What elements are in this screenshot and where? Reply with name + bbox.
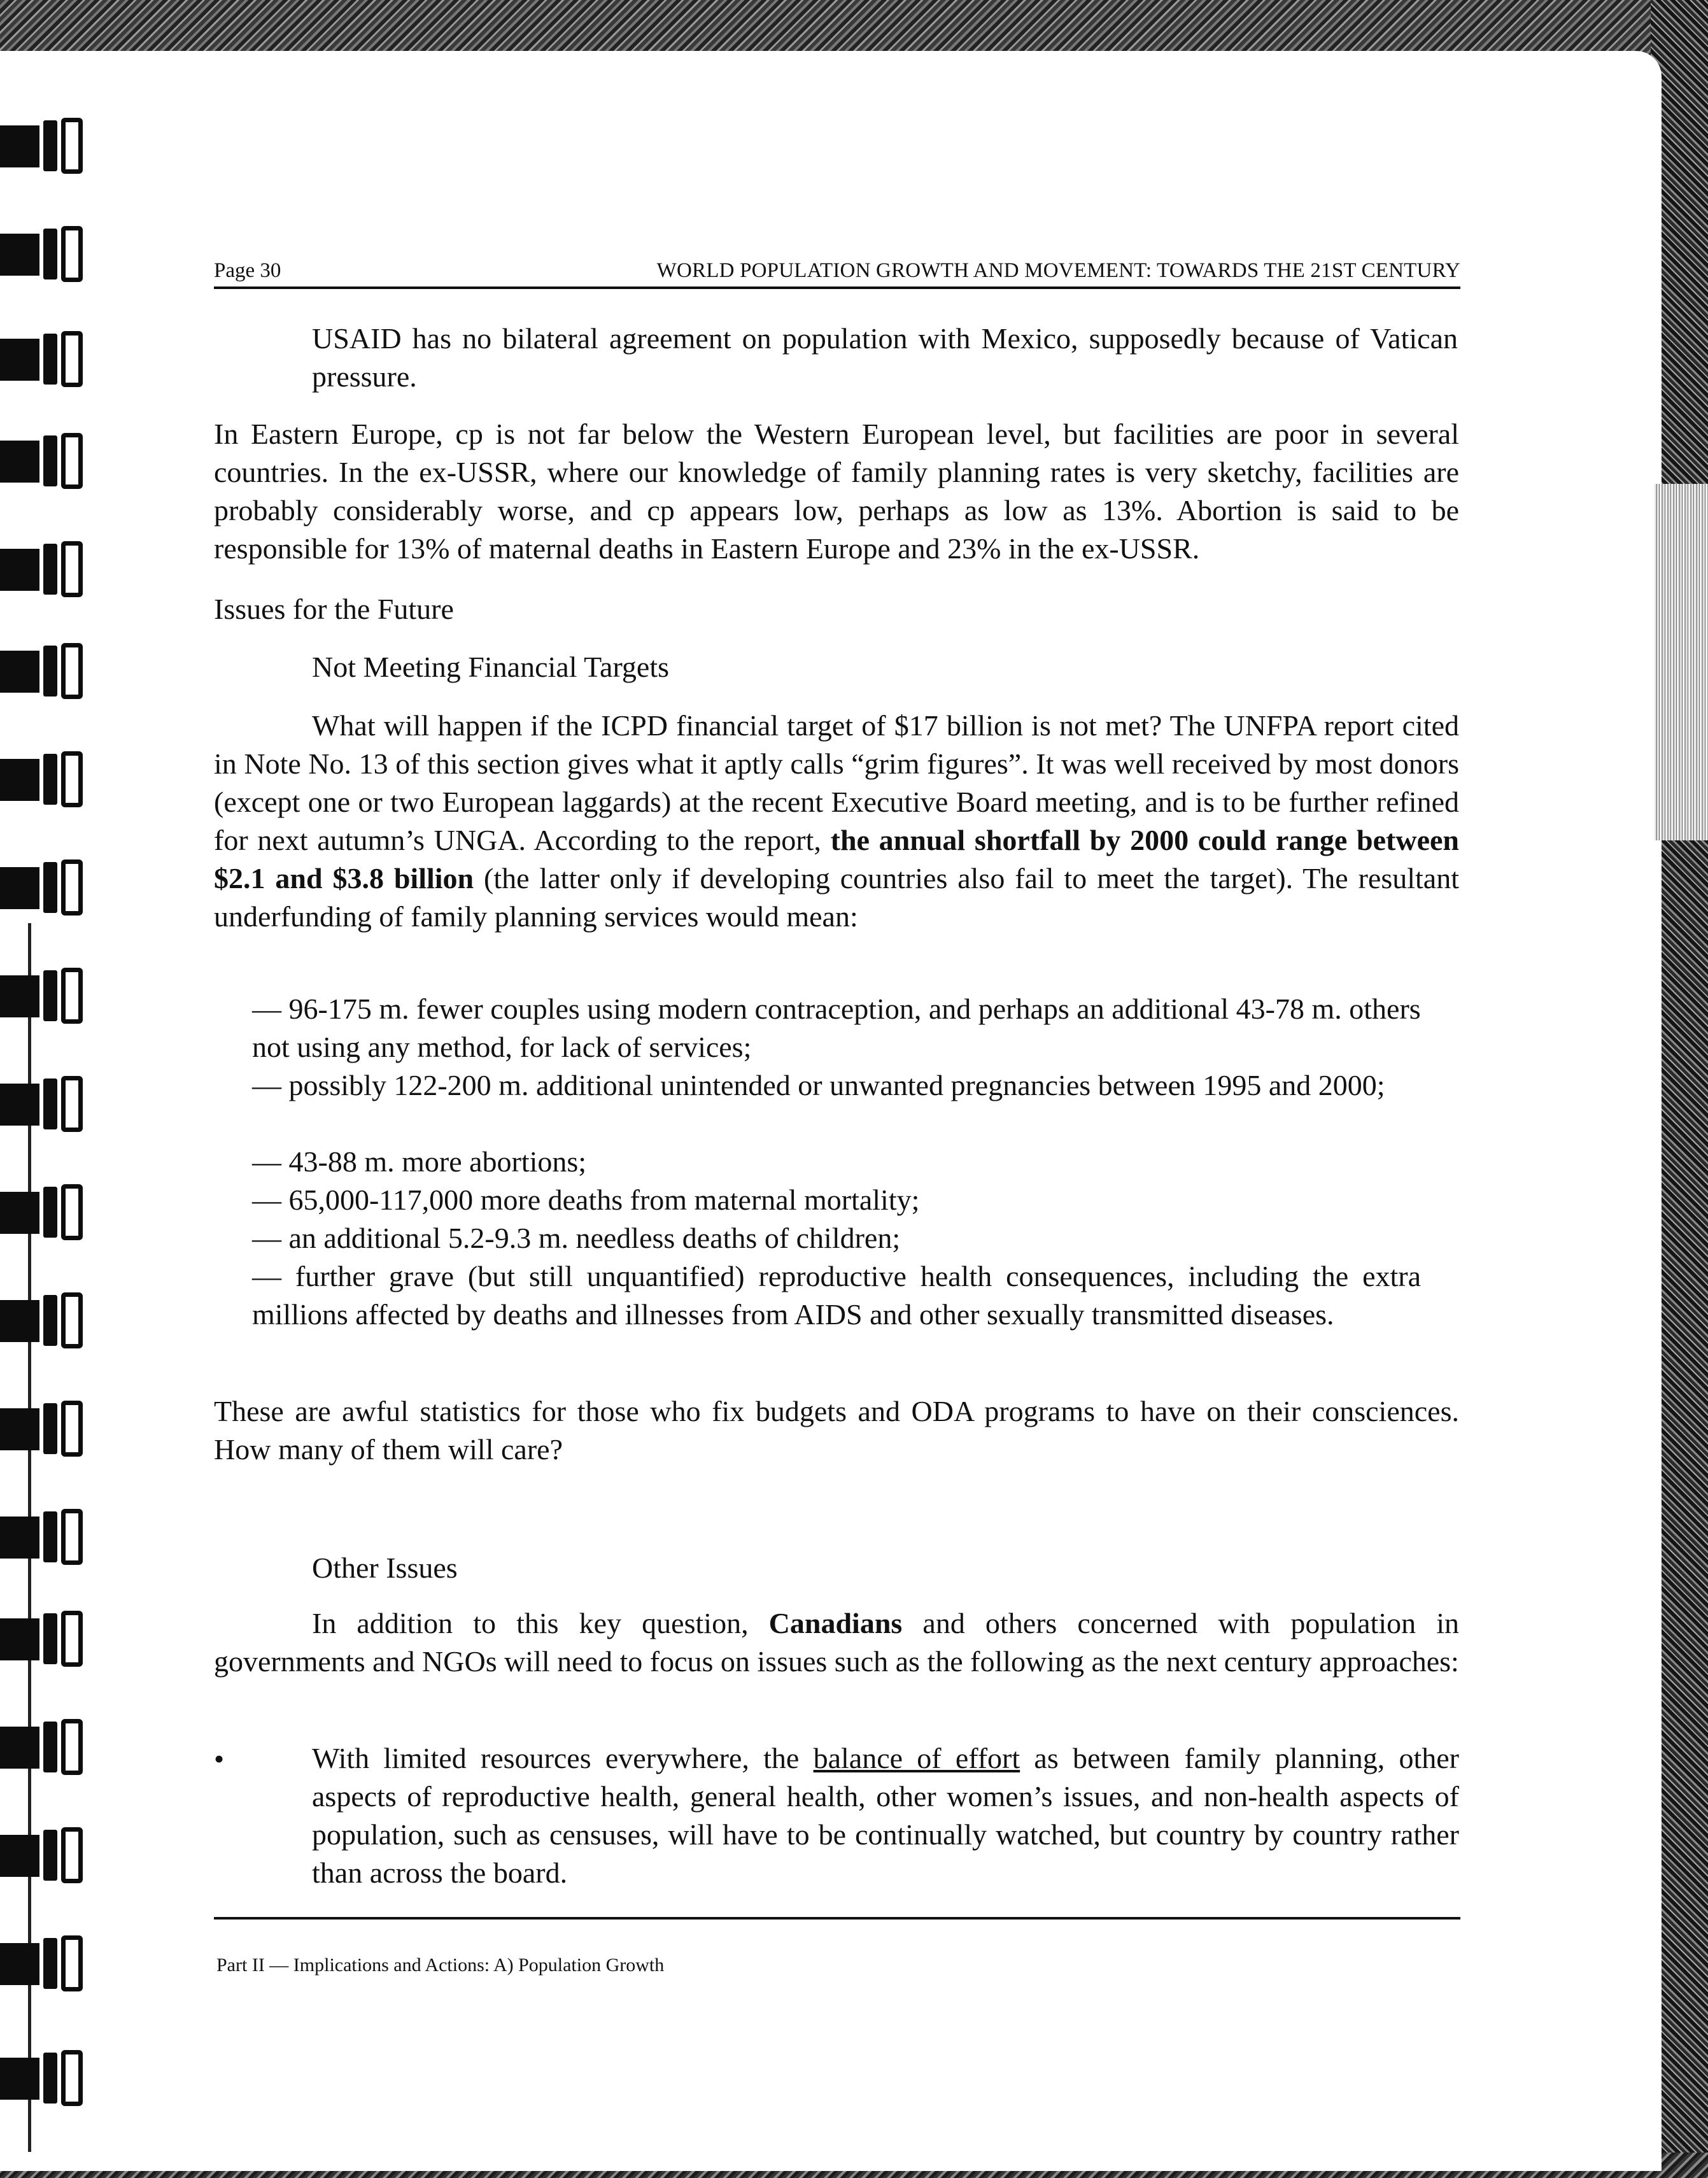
binding-coil xyxy=(0,643,89,700)
binding-coil xyxy=(0,1611,89,1668)
paragraph-icpd-bold: the annual shortfall by 2000 could range between $2.1 and $3.8 billion xyxy=(214,824,1459,895)
scan-border-top xyxy=(0,0,1708,57)
binding-coil xyxy=(0,2050,89,2107)
paragraph-icpd-text-2: (the latter only if developing countries also fail to meet the target). The resultant underfunding of family planning services would mean: xyxy=(214,862,1459,933)
bullet-text-2: as between family planning, other aspects of reproductive health, general health, other women’s issues, and non-health aspects of population, such as censuses, will have to be continually watched, but country by country rather than across the board. xyxy=(312,1742,1459,1889)
bullet-item-balance xyxy=(312,1739,1459,1892)
list-item: — further grave (but still unquantified) reproductive health consequences, including the extra millions affected by deaths and illnesses from AIDS and other sexually transmitted diseases. xyxy=(252,1260,1421,1331)
footer-rule xyxy=(214,1917,1460,1920)
list-item: — 65,000-117,000 more deaths from maternal mortality; xyxy=(252,1184,920,1216)
running-title: WORLD POPULATION GROWTH AND MOVEMENT: TOWARDS THE 21ST CENTURY xyxy=(656,259,1460,282)
list-item: — 43-88 m. more abortions; xyxy=(252,1145,587,1178)
binding-coil xyxy=(0,1184,89,1241)
page-footer: Part II — Implications and Actions: A) Population Growth xyxy=(216,1955,665,1976)
paragraph-eastern-europe: In Eastern Europe, cp is not far below the Western European level, but facilities are poor in several countries. In the ex-USSR, where our knowledge of family planning rates is very sketchy, facilities are probably considerably worse, and cp appears low, perhaps as low as 13%. Abortion is said to be responsible for 13% of maternal deaths in Eastern Europe and 23% in the ex-USSR. xyxy=(214,418,1459,565)
binding-coil xyxy=(0,1719,89,1776)
paragraph-canadians-text-2: and others concerned with population in governments and NGOs will need to focus on issues such as the following as the next century approaches: xyxy=(214,1607,1459,1678)
paragraph-awful-statistics: These are awful statistics for those who fix budgets and ODA programs to have on their consciences. How many of them will care? xyxy=(214,1395,1459,1466)
list-item: — an additional 5.2-9.3 m. needless deaths of children; xyxy=(252,1222,901,1254)
binding-coil xyxy=(0,968,89,1025)
heading-issues-future: Issues for the Future xyxy=(214,593,454,625)
binding-coil xyxy=(0,1076,89,1133)
binding-coil xyxy=(0,1401,89,1458)
subheading-financial-targets: Not Meeting Financial Targets xyxy=(312,651,670,683)
binding-coil xyxy=(0,1827,89,1885)
paragraph-canadians xyxy=(214,1604,1459,1681)
bullet-underlined-phrase: balance of effort xyxy=(813,1742,1020,1774)
list-item: — possibly 122-200 m. additional unintended or unwanted pregnancies between 1995 and 2000; xyxy=(252,1069,1385,1101)
paragraph-usaid: USAID has no bilateral agreement on population with Mexico, supposedly because of Vatican pressure. xyxy=(312,322,1458,393)
bullet-icon: • xyxy=(214,1743,225,1775)
binding-coil xyxy=(0,751,89,809)
binding-coil xyxy=(0,331,89,388)
binding-coil xyxy=(0,1292,89,1350)
running-header xyxy=(214,256,1460,289)
paragraph-icpd-text-1: What will happen if the ICPD financial target of $17 billion is not met? The UNFPA report cited in Note No. 13 of this section gives what it aptly calls “grim figures”. It was well received by most donors (except one or two European laggards) at the recent Executive Board meeting, and is to be further refined for next autumn’s UNGA. According to the report, xyxy=(214,709,1459,856)
binding-coil xyxy=(0,433,89,490)
binding-coil xyxy=(0,859,89,917)
subheading-other-issues: Other Issues xyxy=(312,1552,458,1584)
binding-coil xyxy=(0,1935,89,1993)
binding-coil xyxy=(0,118,89,175)
page-edge-noise xyxy=(1654,484,1708,840)
paragraph-canadians-bold: Canadians xyxy=(768,1607,903,1639)
paragraph-canadians-text-1: In addition to this key question, xyxy=(312,1607,769,1639)
binding-coil xyxy=(0,541,89,598)
page-number: Page 30 xyxy=(214,259,281,282)
paragraph-icpd xyxy=(214,707,1459,936)
bullet-text-1: With limited resources everywhere, the xyxy=(312,1742,814,1774)
list-item: — 96-175 m. fewer couples using modern contraception, and perhaps an additional 43-78 m. others not using any method, for lack of services; xyxy=(252,993,1421,1063)
binding-coil xyxy=(0,1509,89,1566)
binding-coil xyxy=(0,226,89,283)
